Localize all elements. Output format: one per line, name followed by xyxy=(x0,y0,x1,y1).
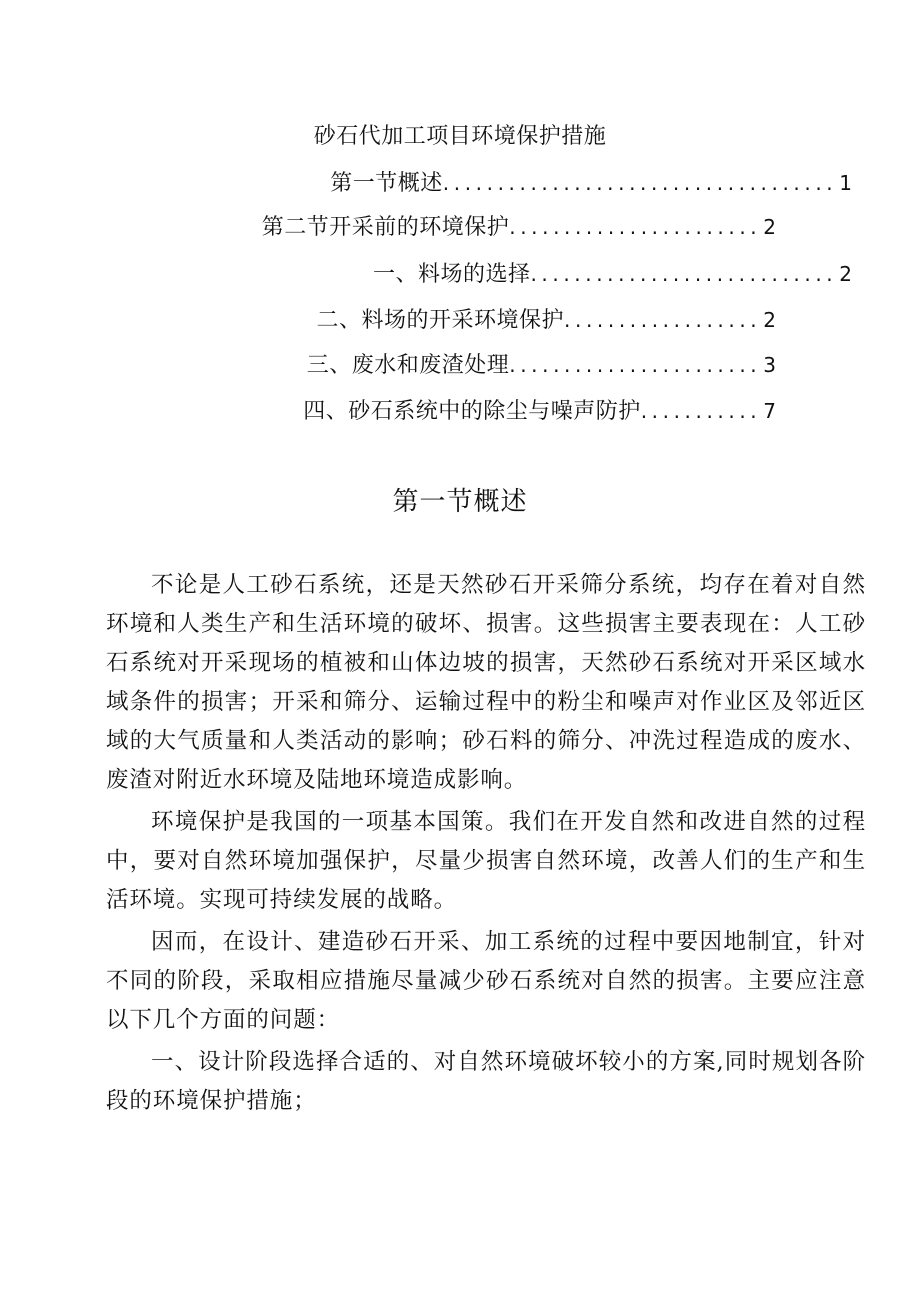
toc-entry[interactable] xyxy=(330,168,852,198)
toc-page-number: 2 xyxy=(839,262,852,286)
body-paragraph: 因而，在设计、建造砂石开采、加工系统的过程中要因地制宜，针对不同的阶段，采取相应措施尽量减少砂石系统对自然的损害。主要应注意以下几个方面的问题： xyxy=(106,929,866,1033)
toc-entry[interactable] xyxy=(303,396,776,426)
toc-leader-dots: ............................ xyxy=(530,262,838,286)
toc-page-number: 1 xyxy=(839,171,852,195)
toc-entry[interactable] xyxy=(317,305,776,335)
toc-entry-label: 第一节概述 xyxy=(330,171,443,196)
toc-entry-label: 二、料场的开采环境保护 xyxy=(316,308,565,333)
toc-entry-label: 第二节开采前的环境保护 xyxy=(261,215,510,240)
toc-leader-dots: ........... xyxy=(640,399,762,423)
toc-page-number: 7 xyxy=(763,399,776,423)
section-body xyxy=(106,566,866,1124)
toc-entry[interactable] xyxy=(373,259,852,289)
toc-page-number: 3 xyxy=(763,353,776,377)
body-paragraph: 一、设计阶段选择合适的、对自然环境破坏较小的方案,同时规划各阶段的环境保护措施； xyxy=(106,1049,866,1114)
toc-leader-dots: .................. xyxy=(564,308,762,332)
toc-entry[interactable] xyxy=(262,212,776,242)
toc-entry-label: 四、砂石系统中的除尘与噪声防护 xyxy=(303,399,641,424)
toc-entry-label: 三、废水和废渣处理 xyxy=(306,353,510,378)
body-paragraph: 不论是人工砂石系统，还是天然砂石开采筛分系统，均存在着对自然环境和人类生产和生活环境的破坏、损害。这些损害主要表现在：人工砂石系统对开采现场的植被和山体边坡的损害，天然砂石系统对开采区域水域条件的损害；开采和筛分、运输过程中的粉尘和噪声对作业区及邻近区域的大气质量和人类活动的影响；砂石料的筛分、冲洗过程造成的废水、废渣对附近水环境及陆地环境造成影响。 xyxy=(106,572,866,793)
toc-leader-dots: .................................... xyxy=(442,171,838,195)
toc-leader-dots: ....................... xyxy=(509,215,762,239)
body-paragraph: 环境保护是我国的一项基本国策。我们在开发自然和改进自然的过程中，要对自然环境加强保护，尽量少损害自然环境，改善人们的生产和生活环境。实现可持续发展的战略。 xyxy=(106,809,866,913)
toc-leader-dots: ....................... xyxy=(509,353,762,377)
toc-entry-label: 一、料场的选择 xyxy=(372,262,531,287)
document-title: 砂石代加工项目环境保护措施 xyxy=(313,124,607,149)
toc-page-number: 2 xyxy=(763,215,776,239)
toc-entry[interactable] xyxy=(307,350,776,380)
toc-page-number: 2 xyxy=(763,308,776,332)
section-heading: 第一节概述 xyxy=(392,487,528,517)
